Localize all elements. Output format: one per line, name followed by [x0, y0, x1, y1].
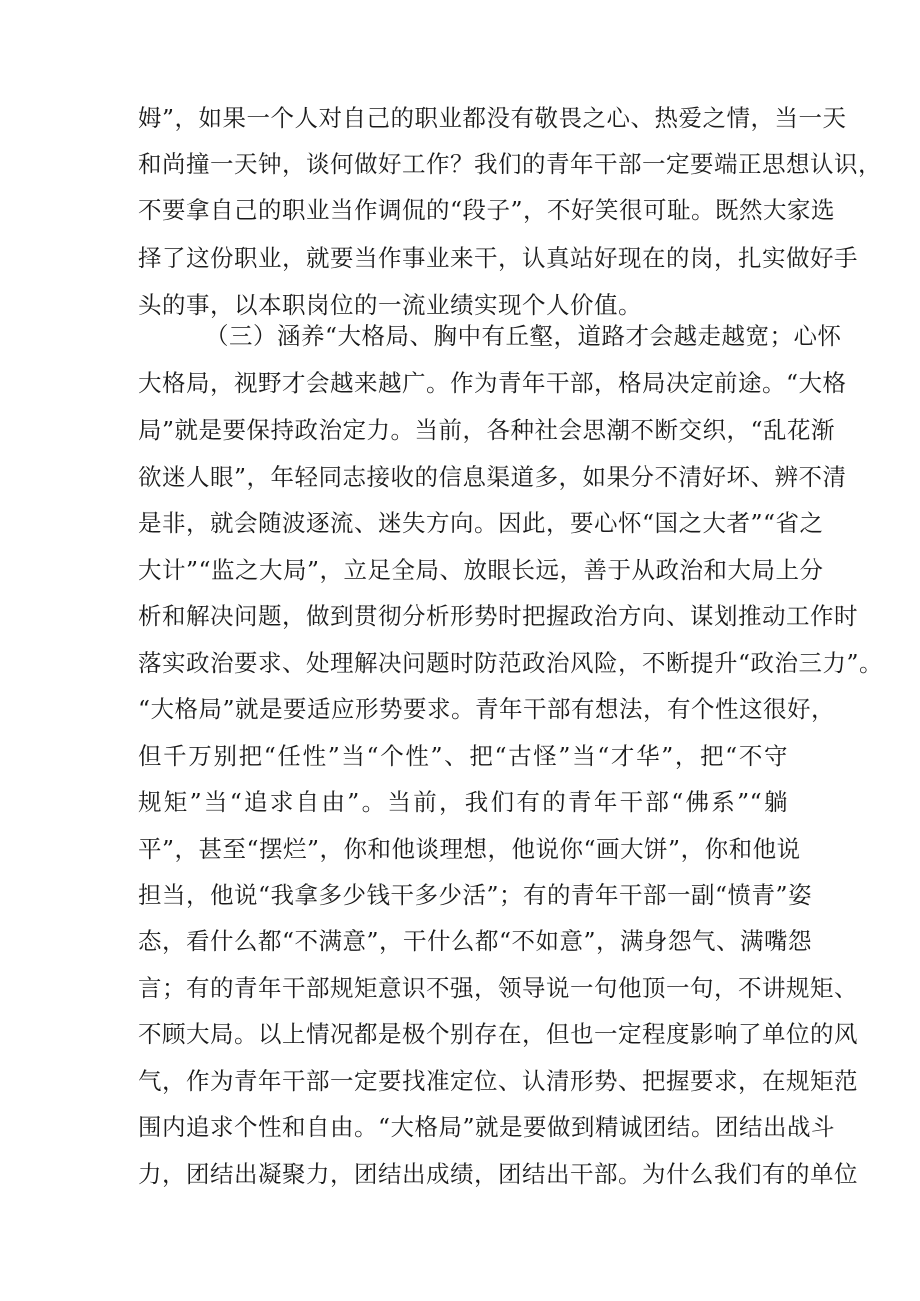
paragraph-2-line: 气，作为青年干部一定要找准定位、认清形势、把握要求，在规矩范 [138, 1067, 858, 1095]
paragraph-2-line: 析和解决问题，做到贯彻分析形势时把握政治方向、谋划推动工作时 [138, 602, 858, 630]
paragraph-2-line: 围内追求个性和自由。“大格局”就是要做到精诚团结。团结出战斗 [138, 1113, 836, 1141]
paragraph-2-line: 规矩”当“追求自由”。当前，我们有的青年干部“佛系”“躺 [138, 788, 788, 816]
paragraph-2-line: 态，看什么都“不满意”，干什么都“不如意”，满身怨气、满嘴怨 [138, 927, 813, 955]
paragraph-1-line: 择了这份职业，就要当作事业来干，认真站好现在的岗，扎实做好手 [138, 244, 858, 272]
paragraph-1-line: 头的事，以本职岗位的一流业绩实现个人价值。 [138, 291, 642, 319]
paragraph-2-line: 大格局，视野才会越来越广。作为青年干部，格局决定前途。“大格 [138, 369, 847, 397]
paragraph-2-line: 言；有的青年干部规矩意识不强，领导说一句他顶一句，不讲规矩、 [138, 974, 858, 1002]
paragraph-2-line: 是非，就会随波逐流、迷失方向。因此，要心怀“国之大者”“省之 [138, 509, 824, 537]
paragraph-2-line: 大计”“监之大局”，立足全局、放眼长远，善于从政治和大局上分 [138, 556, 824, 584]
paragraph-2-line: 但千万别把“任性”当“个性”、把“古怪”当“才华”，把“不守 [138, 742, 788, 770]
paragraph-2-line: （三）涵养“大格局、胸中有丘壑，道路才会越走越宽；心怀 [205, 322, 842, 350]
paragraph-1-line: 不要拿自己的职业当作调侃的“段子”，不好笑很可耻。既然大家选 [138, 196, 836, 224]
paragraph-2-line: 力，团结出凝聚力，团结出成绩，团结出干部。为什么我们有的单位 [138, 1160, 858, 1188]
paragraph-2-line: 局”就是要保持政治定力。当前，各种社会思潮不断交织，“乱花渐 [138, 416, 836, 444]
paragraph-1-line: 姆”，如果一个人对自己的职业都没有敬畏之心、热爱之情，当一天 [138, 104, 847, 132]
paragraph-2-line: 平”，甚至“摆烂”，你和他谈理想，他说你“画大饼”，你和他说 [138, 835, 801, 863]
paragraph-2-line: 落实政治要求、处理解决问题时防范政治风险，不断提升“政治三力”。 [138, 649, 884, 677]
paragraph-1-line: 和尚撞一天钟，谈何做好工作？我们的青年干部一定要端正思想认识， [138, 150, 882, 178]
paragraph-2-line: “大格局”就是要适应形势要求。青年干部有想法，有个性这很好， [138, 695, 836, 723]
paragraph-2-line: 欲迷人眼”，年轻同志接收的信息渠道多，如果分不清好坏、辨不清 [138, 463, 847, 491]
paragraph-2-line: 担当，他说“我拿多少钱干多少活”；有的青年干部一副“愤青”姿 [138, 881, 813, 909]
paragraph-2-line: 不顾大局。以上情况都是极个别存在，但也一定程度影响了单位的风 [138, 1020, 858, 1048]
